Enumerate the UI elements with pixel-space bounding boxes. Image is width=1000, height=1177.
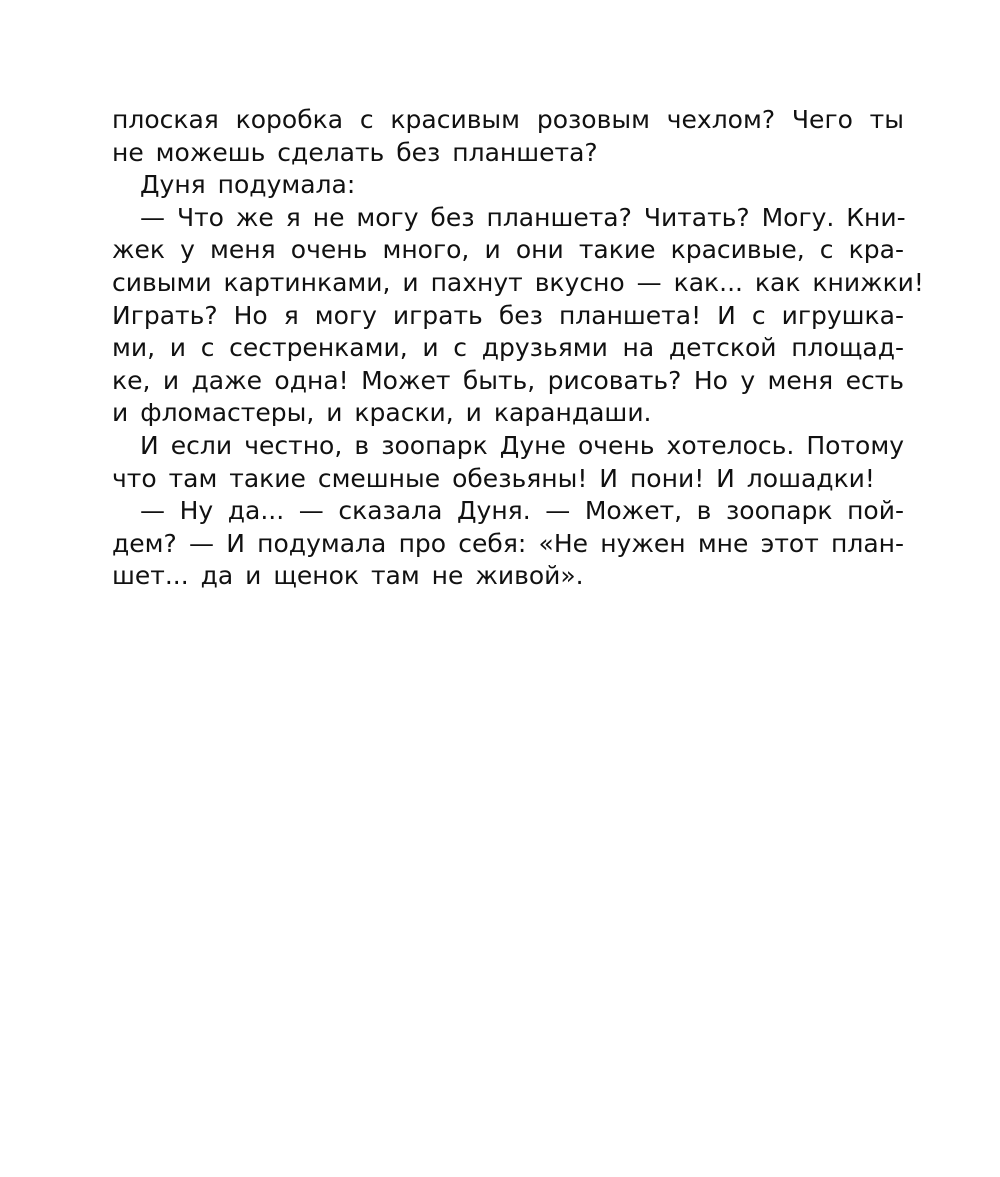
paragraph-5 [112, 495, 904, 593]
paragraph-1 [112, 104, 904, 169]
text-line: плоская коробка с красивым розовым чехлом? Чего ты [112, 105, 904, 134]
paragraph-2 [112, 169, 904, 202]
text-line: И если честно, в зоопарк Дуне очень хотелось. Потому [140, 430, 904, 460]
text-line: — Ну да... — сказала Дуня. — Может, в зоопарк пой- [140, 496, 904, 526]
text-line: что там такие смешные обезьяны! И пони! И лошадки! [112, 463, 875, 493]
paragraph-3 [112, 202, 924, 430]
text-line: Дуня подумала: [140, 170, 356, 200]
text-line: и фломастеры, и краски, и карандаши. [112, 398, 652, 428]
text-line: сивыми картинками, и пахнут вкусно — как... как книжки! [112, 267, 924, 297]
text-line: шет... да и щенок там не живой». [112, 561, 584, 591]
text-line: не можешь сделать без планшета? [112, 137, 598, 167]
text-line: ми, и с сестренками, и с друзьями на детской площад- [112, 333, 904, 363]
body-text [112, 104, 924, 593]
text-line: ке, и даже одна! Может быть, рисовать? Но у меня есть [112, 365, 904, 395]
text-line: — Что же я не могу без планшета? Читать? Могу. Кни- [140, 202, 906, 232]
text-line: Играть? Но я могу играть без планшета! И с игрушка- [112, 300, 904, 330]
text-line: жек у меня очень много, и они такие красивые, с кра- [112, 235, 904, 265]
paragraph-4 [112, 430, 904, 495]
text-line: дем? — И подумала про себя: «Не нужен мне этот план- [112, 528, 904, 558]
